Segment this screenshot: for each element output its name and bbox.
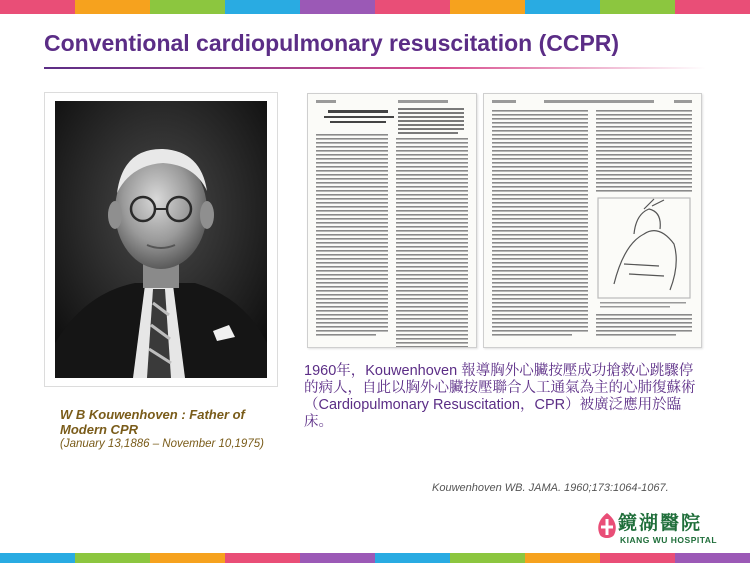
journal-article-page-1: [307, 93, 477, 348]
title-underline: [44, 67, 706, 69]
chinese-description-text: 1960年，Kouwenhoven 報導胸外心臟按壓成功搶救心跳驟停的病人，自此以胸外心臟按壓聯合人工通氣為主的心肺復蘇術（Cardiopulmonary Resuscitation，CPR）被廣泛應用於臨床。: [304, 363, 696, 430]
article-figure: [598, 198, 690, 298]
slide-title: Conventional cardiopulmonary resuscitation (CCPR): [44, 30, 620, 56]
hospital-name-english: KIANG WU HOSPITAL: [620, 535, 718, 545]
photo-caption-name: W B Kouwenhoven : Father of Modern CPR: [60, 407, 245, 437]
hospital-name-chinese: 鏡湖醫院: [618, 512, 703, 534]
top-color-stripe: [0, 0, 750, 14]
bottom-color-stripe: [0, 553, 750, 563]
journal-article-page-2: [483, 93, 702, 348]
citation-reference: Kouwenhoven WB. JAMA. 1960;173:1064-1067.: [432, 482, 669, 494]
photo-caption-dates: (January 13,1886 – November 10,1975): [60, 438, 264, 450]
portrait-photo: [44, 92, 278, 387]
